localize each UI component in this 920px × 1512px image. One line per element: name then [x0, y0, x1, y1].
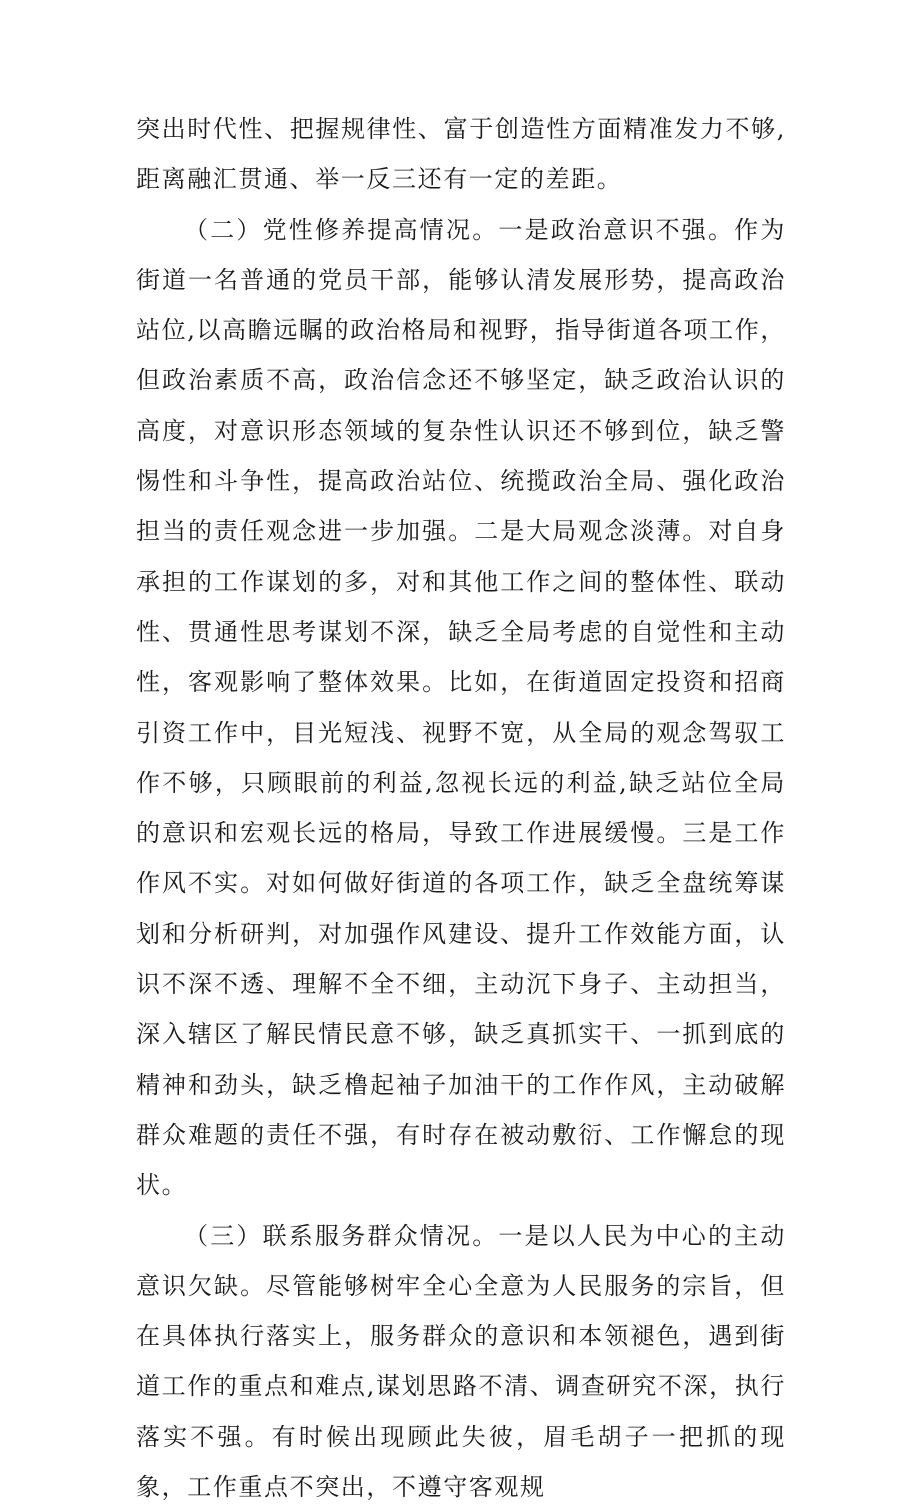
paragraph-party-spirit: （二）党性修养提高情况。一是政治意识不强。作为街道一名普通的党员干部，能够认清发展形势，提高政治站位,以高瞻远瞩的政治格局和视野，指导街道各项工作，但政治素质不高，政治信念还不够坚定，缺乏政治认识的高度，对意识形态领域的复杂性认识还不够到位，缺乏警惕性和斗争性，提高政治站位、统揽政治全局、强化政治担当的责任观念进一步加强。二是大局观念淡薄。对自身承担的工作谋划的多，对和其他工作之间的整体性、联动性、贯通性思考谋划不深，缺乏全局考虑的自觉性和主动性，客观影响了整体效果。比如，在街道固定投资和招商引资工作中，目光短浅、视野不宽，从全局的观念驾驭工作不够，只顾眼前的利益,忽视长远的利益,缺乏站位全局的意识和宏观长远的格局，导致工作进展缓慢。三是工作作风不实。对如何做好街道的各项工作，缺乏全盘统筹谋划和分析研判，对加强作风建设、提升工作效能方面，认识不深不透、理解不全不细，主动沉下身子、主动担当，深入辖区了解民情民意不够，缺乏真抓实干、一抓到底的精神和劲头，缺乏橹起袖子加油干的工作作风，主动破解群众难题的责任不强，有时存在被动敷衍、工作懈怠的现状。 [136, 215, 786, 1200]
paragraph-serving-masses: （三）联系服务群众情况。一是以人民为中心的主动意识欠缺。尽管能够树牢全心全意为人民服务的宗旨，但在具体执行落实上，服务群众的意识和本领褪色，遇到街道工作的重点和难点,谋划思路不清、调查研究不深，执行落实不强。有时候出现顾此失彼，眉毛胡子一把抓的现象，工作重点不突出，不遵守客观规 [136, 1221, 786, 1502]
paragraph-continuation: 突出时代性、把握规律性、富于创造性方面精准发力不够,距离融汇贯通、举一反三还有一定的差距。 [136, 115, 786, 194]
